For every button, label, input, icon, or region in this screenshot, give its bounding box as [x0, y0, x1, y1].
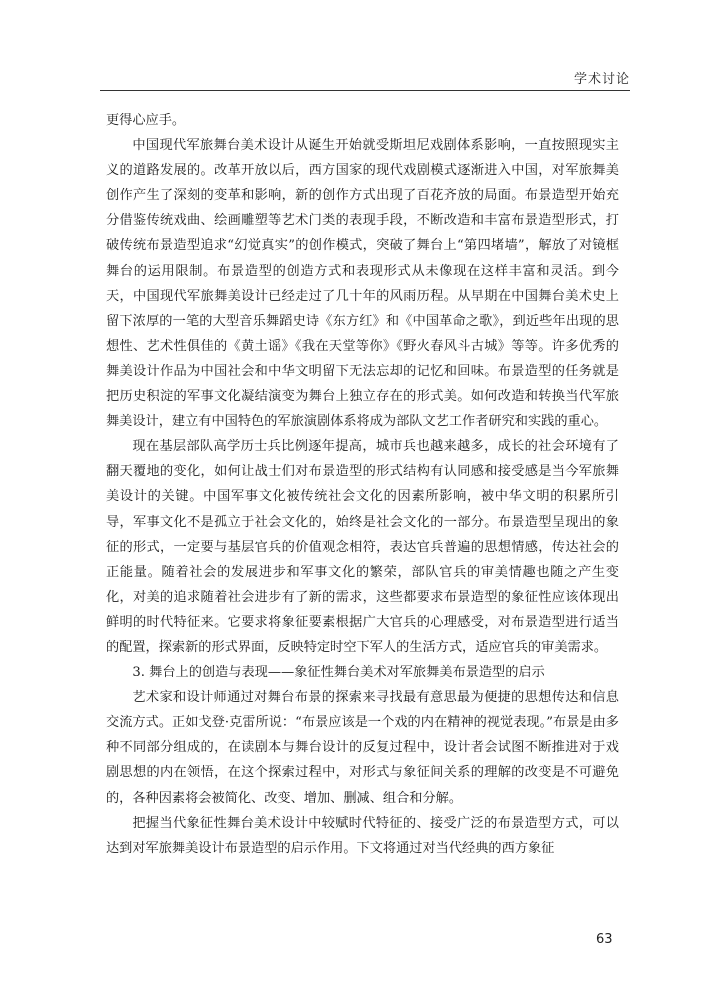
paragraph-military-stage-design-history: 中国现代军旅舞台美术设计从诞生开始就受斯坦尼戏剧体系影响，一直按照现实主义的道路发展的。改革开放以后，西方国家的现代戏剧模式逐渐进入中国，对军旅舞美创作产生了深刻的变革和影响，新的创作方式出现了百花齐放的局面。布景造型开始充分借鉴传统戏曲、绘画雕塑等艺术门类的表现手段，不断改造和丰富布景造型形式，打破传统布景造型追求“幻觉真实”的创作模式，突破了舞台上“第四堵墙”，解放了对镜框舞台的运用限制。布景造型的创造方式和表现形式从未像现在这样丰富和灵活。到今天，中国现代军旅舞美设计已经走过了几十年的风雨历程。从早期在中国舞台美术史上留下浓厚的一笔的大型音乐舞蹈史诗《东方红》和《中国革命之歌》，到近些年出现的思想性、艺术性俱佳的《黄土谣》《我在天堂等你》《野火春风斗古城》等等。许多优秀的舞美设计作品为中国社会和中华文明留下无法忘却的记忆和回味。布景造型的任务就是把历史积淀的军事文化凝结演变为舞台上独立存在的形式美。如何改造和转换当代军旅舞美设计，建立有中国特色的军旅演剧体系将成为部队文艺工作者研究和实践的重心。: [106, 138, 619, 430]
page-number: 63: [596, 932, 613, 947]
section-title: 学术讨论: [573, 72, 630, 87]
article-body: [106, 108, 619, 861]
paragraph-grassroots-soldiers: 现在基层部队高学历士兵比例逐年提高，城市兵也越来越多，成长的社会环境有了翻天覆地的变化，如何让战士们对布景造型的形式结构有认同感和接受感是当今军旅舞美设计的关键。中国军事文化被传统社会文化的因素所影响，被中华文明的积累所引导，军事文化不是孤立于社会文化的，始终是社会文化的一部分。布景造型呈现出的象征的形式，一定要与基层官兵的价值观念相符，表达官兵普遍的思想情感，传达社会的正能量。随着社会的发展进步和军事文化的繁荣，部队官兵的审美情趣也随之产生变化，对美的追求随着社会进步有了新的需求，这些都要求布景造型的象征性应该体现出鲜明的时代特征来。它要求将象征要素根据广大官兵的心理感受，对布景造型进行适当的配置，探索新的形式界面，反映特定时空下军人的生活方式，适应官兵的审美需求。: [106, 439, 619, 655]
paragraph-continuation: 更得心应手。: [106, 113, 186, 128]
header-divider: [100, 90, 630, 91]
section-heading-3: 3. 舞台上的创造与表现——象征性舞台美术对军旅舞美布景造型的启示: [132, 665, 545, 681]
paragraph-artists-designers: 艺术家和设计师通过对舞台布景的探索来寻找最有意思最为便捷的思想传达和信息交流方式。正如戈登·克雷所说：“布景应该是一个戏的内在精神的视觉表现。”布景是由多种不同部分组成的，在读剧本与舞台设计的反复过程中，设计者会试图不断推进对于戏剧思想的内在领悟，在这个探索过程中，对形式与象征间关系的理解的改变是不可避免的，各种因素将会被简化、改变、增加、删减、组合和分解。: [106, 690, 619, 806]
paragraph-contemporary-symbolism: 把握当代象征性舞台美术设计中较赋时代特征的、接受广泛的布景造型方式，可以达到对军旅舞美设计布景造型的启示作用。下文将通过对当代经典的西方象征: [106, 815, 619, 856]
